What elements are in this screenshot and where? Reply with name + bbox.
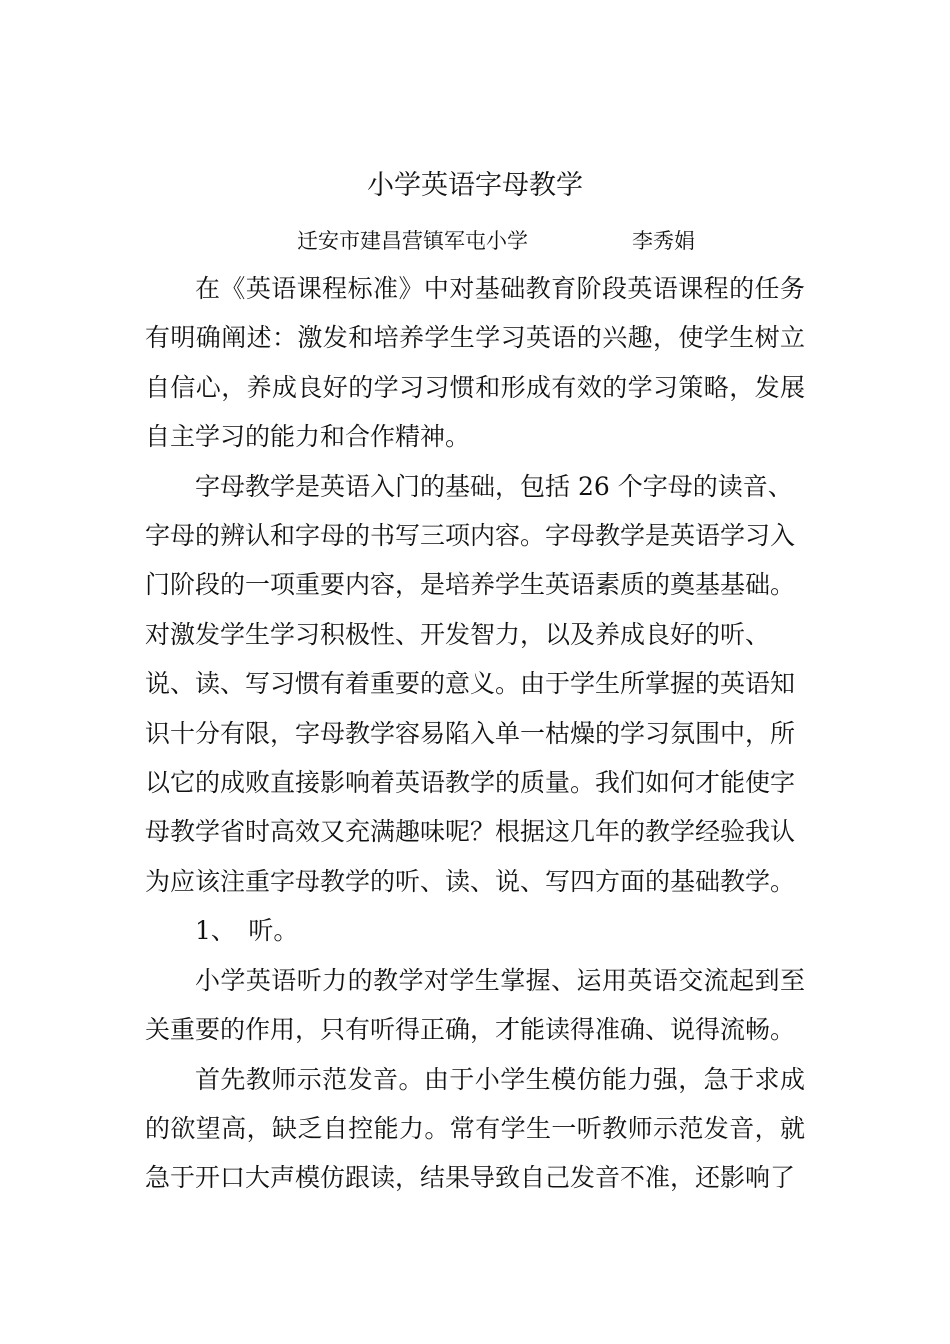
paragraph: 首先教师示范发音。由于小学生模仿能力强，急于求成的欲望高，缺乏自控能力。常有学生一听教师示范发音，就急于开口大声模仿跟读，结果导致自己发音不准，还影响了 (145, 1064, 805, 1193)
section-heading: 1、 听。 (195, 916, 299, 946)
byline (0, 224, 950, 258)
paragraph: 字母教学是英语入门的基础，包括 26 个字母的读音、字母的辨认和字母的书写三项内容。字母教学是英语学习入门阶段的一项重要内容，是培养学生英语素质的奠基基础。对激发学生学习积极性、开发智力，以及养成良好的听、说、读、写习惯有着重要的意义。由于学生所掌握的英语知识十分有限，字母教学容易陷入单一枯燥的学习氛围中，所以它的成败直接影响着英语教学的质量。我们如何才能使字母教学省时高效又充满趣味呢？根据这几年的教学经验我认为应该注重字母教学的听、读、说、写四方面的基础教学。 (145, 471, 796, 896)
paragraph: 在《英语课程标准》中对基础教育阶段英语课程的任务有明确阐述：激发和培养学生学习英语的兴趣，使学生树立自信心，养成良好的学习习惯和形成有效的学习策略，发展自主学习的能力和合作精神。 (145, 274, 805, 452)
document-body (145, 264, 805, 1203)
document-title: 小学英语字母教学 (367, 170, 583, 201)
paragraph: 小学英语听力的教学对学生掌握、运用英语交流起到至关重要的作用，只有听得正确，才能读得准确、说得流畅。 (145, 965, 805, 1045)
school-name: 迁安市建昌营镇军屯小学 (297, 229, 528, 253)
author-name: 李秀娟 (632, 229, 695, 253)
